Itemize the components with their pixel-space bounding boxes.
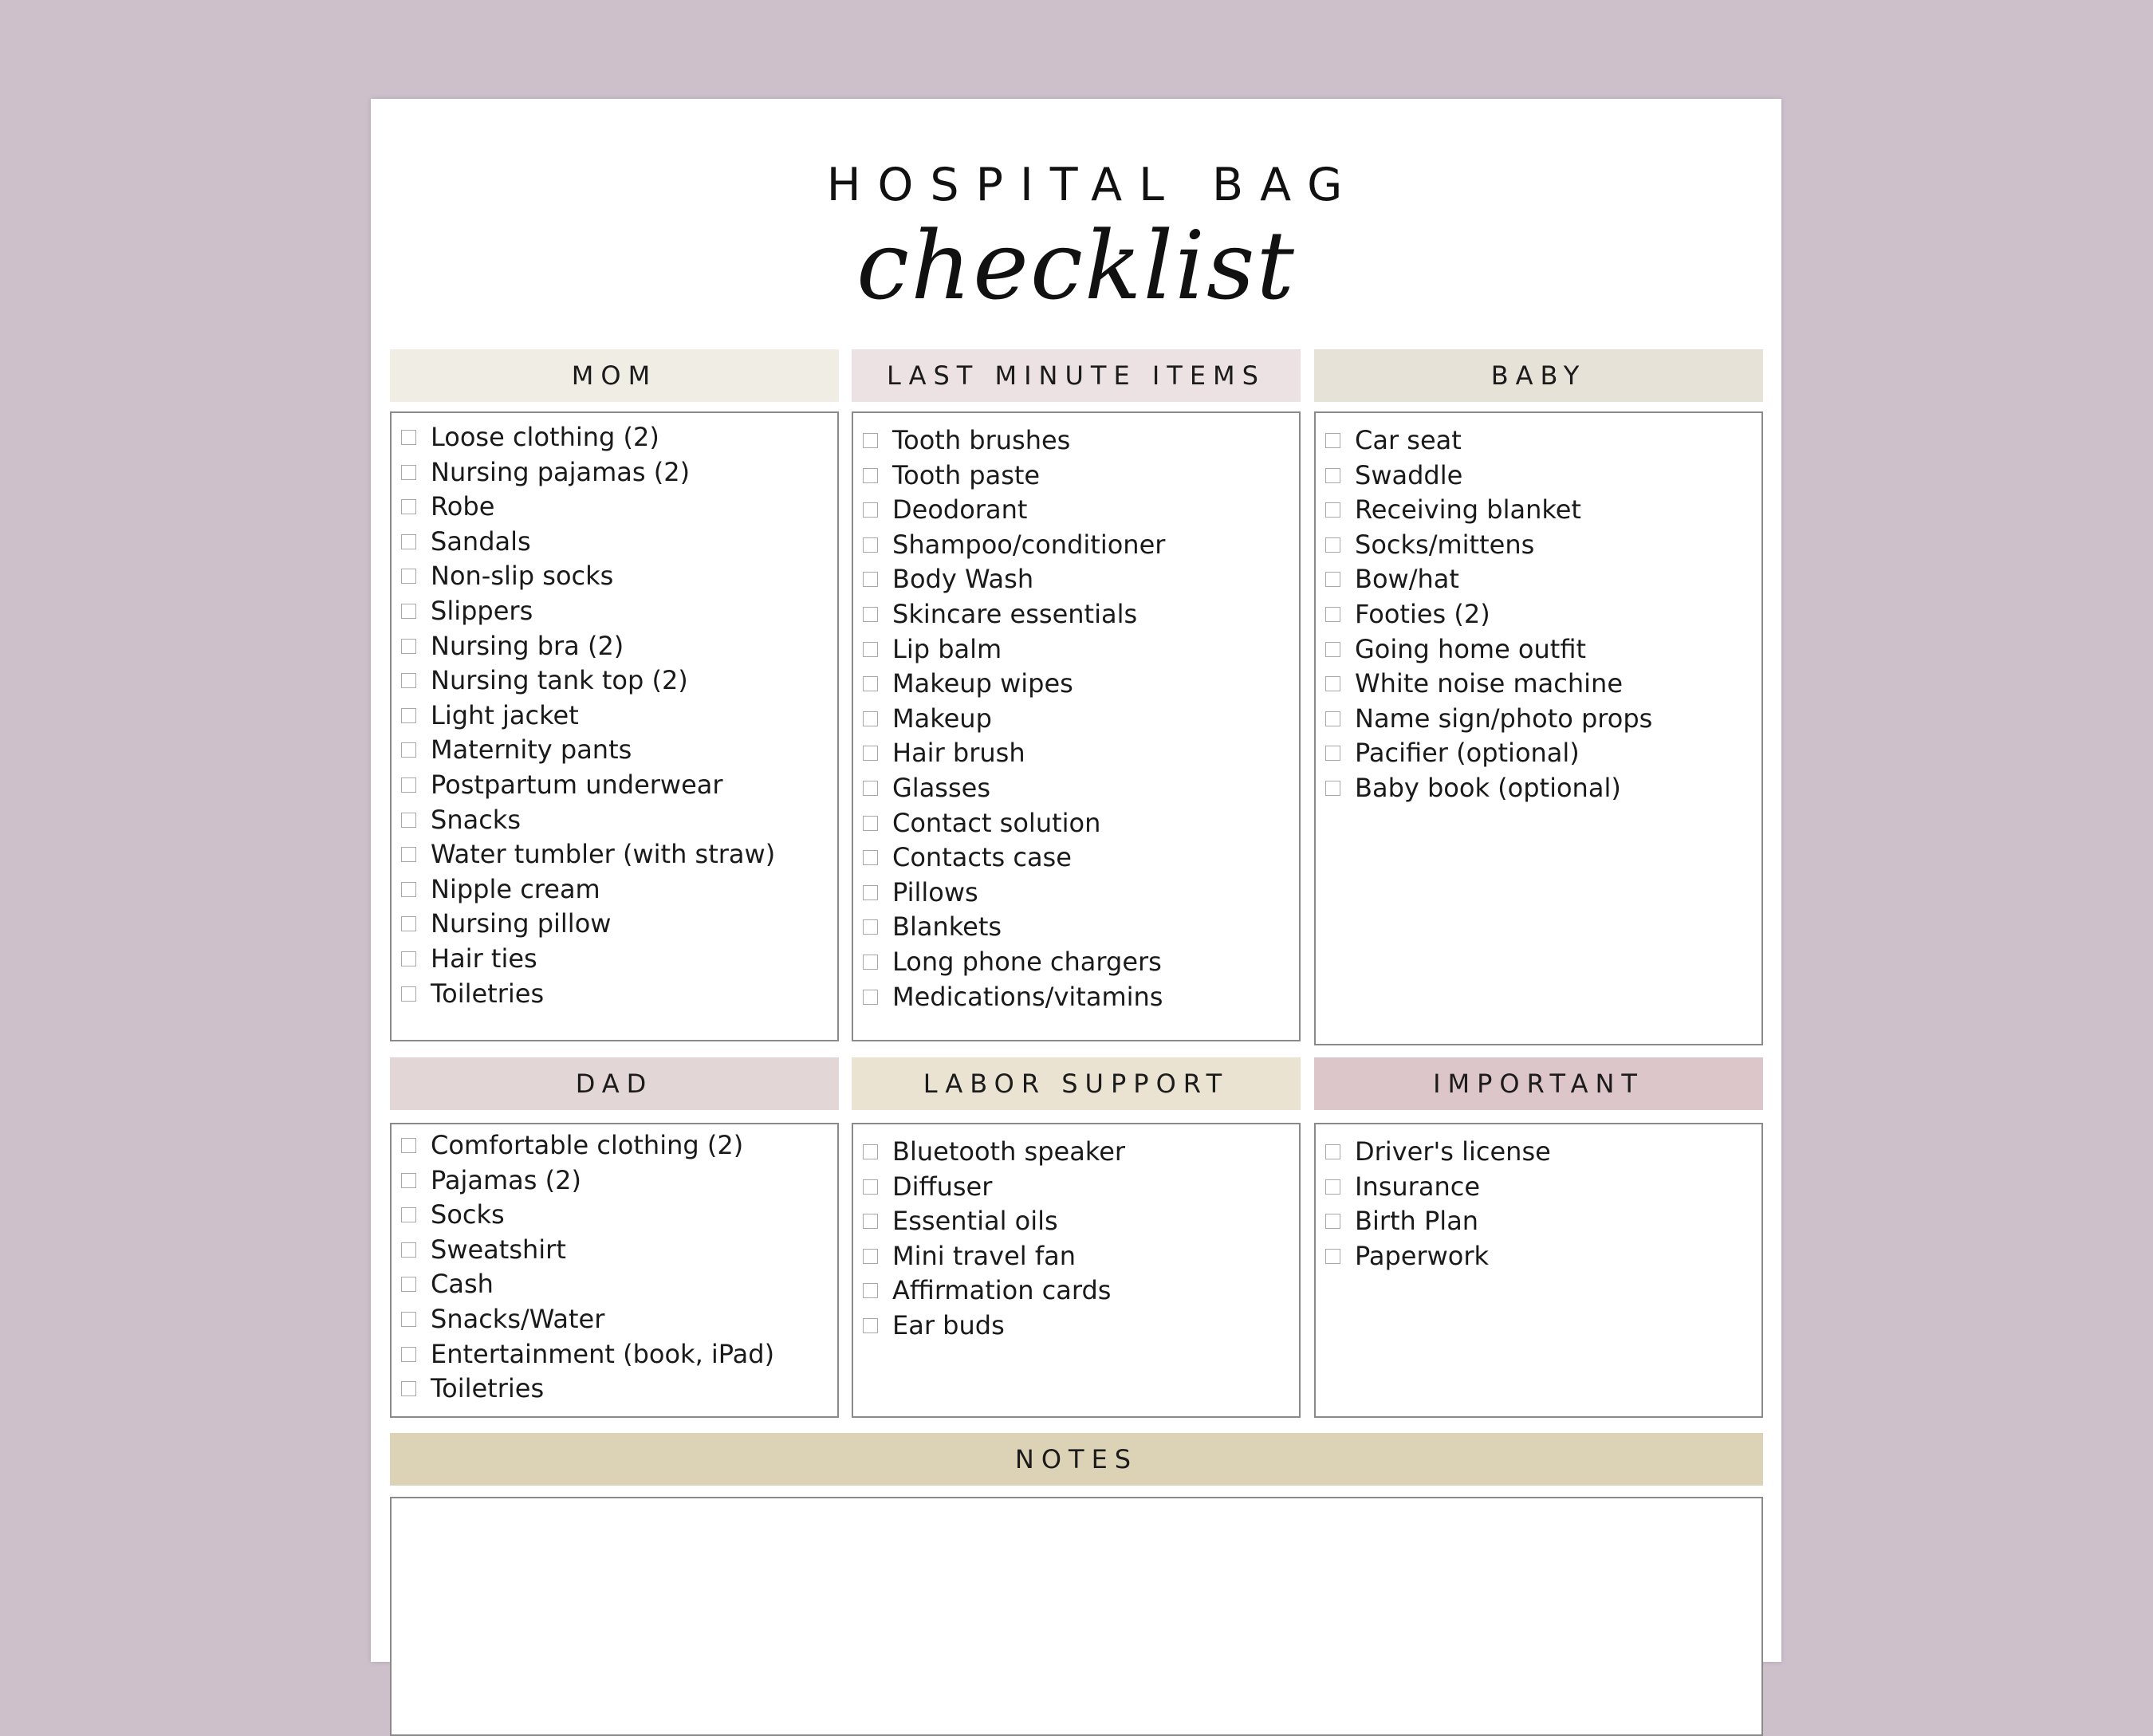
last-minute-checklist-item (853, 493, 1299, 528)
checklist-item-label: Baby book (optional) (1355, 772, 1621, 803)
mom-checklist-item (392, 803, 837, 838)
checkbox[interactable] (863, 1179, 878, 1195)
checklist-item-label: Going home outfit (1355, 633, 1587, 664)
checklist-item-label: Makeup wipes (892, 668, 1073, 699)
last-minute-checklist-item (853, 840, 1299, 876)
dad-checklist-item (392, 1267, 837, 1302)
checkbox[interactable] (863, 502, 878, 518)
last-minute-checklist-item (853, 702, 1299, 737)
checklist-item-label: Shampoo/conditioner (892, 529, 1166, 560)
checkbox[interactable] (1325, 1144, 1340, 1159)
checkbox[interactable] (863, 850, 878, 865)
checkbox[interactable] (863, 885, 878, 900)
checklist-item-label: Lip balm (892, 633, 1002, 664)
checklist-item-label: Medications/vitamins (892, 981, 1163, 1012)
checkbox[interactable] (401, 708, 416, 723)
checklist-item-label: Nursing bra (2) (431, 630, 624, 661)
checklist-item-label: Driver's license (1355, 1136, 1551, 1167)
title-checklist: checklist (856, 211, 1296, 321)
checklist-item-label: Nursing pajamas (2) (431, 456, 691, 487)
checkbox[interactable] (863, 781, 878, 796)
checkbox[interactable] (401, 673, 416, 688)
checkbox[interactable] (1325, 433, 1340, 448)
checklist-item-label: Cash (431, 1269, 494, 1300)
checklist-item-label: Blankets (892, 911, 1002, 943)
dad-checklist-item (392, 1128, 837, 1163)
checklist-item-label: Nipple cream (431, 873, 600, 904)
dad-checklist-item (392, 1372, 837, 1407)
last-minute-checklist-item (853, 771, 1299, 806)
section-box-important (1314, 1123, 1763, 1418)
last-minute-checklist-item (853, 945, 1299, 980)
checklist-item-label: Contact solution (892, 807, 1101, 838)
checkbox[interactable] (1325, 1214, 1340, 1229)
checklist-item-label: Diffuser (892, 1171, 993, 1202)
mom-checklist-item (392, 420, 837, 455)
checklist-item-label: Comfortable clothing (2) (431, 1130, 744, 1160)
checklist-item-label: Name sign/photo props (1355, 703, 1653, 734)
baby-checklist-item (1316, 597, 1761, 632)
checklist-item-label: Affirmation cards (892, 1275, 1112, 1306)
checklist-item-label: Mini travel fan (892, 1240, 1076, 1271)
checklist-item-label: Pacifier (optional) (1355, 738, 1580, 769)
checklist-item-label: Maternity pants (431, 734, 632, 766)
checklist-item-label: Water tumbler (with straw) (431, 839, 776, 870)
checkbox[interactable] (1325, 1179, 1340, 1195)
checklist-item-label: Paperwork (1355, 1240, 1490, 1271)
checkbox[interactable] (863, 711, 878, 726)
checklist-item-label: Swaddle (1355, 459, 1463, 490)
section-box-last-minute-items (852, 411, 1301, 1041)
checklist-item-label: Receiving blanket (1355, 494, 1581, 526)
mom-checklist-item (392, 872, 837, 907)
checkbox[interactable] (863, 676, 878, 691)
checklist-item-label: Non-slip socks (431, 561, 614, 592)
dad-checklist-item (392, 1302, 837, 1337)
checkbox[interactable] (863, 1249, 878, 1264)
checklist-item-label: Toiletries (431, 1373, 545, 1404)
section-header-important: IMPORTANT (1314, 1057, 1763, 1110)
checkbox[interactable] (863, 955, 878, 970)
checklist-item-label: Insurance (1355, 1171, 1480, 1202)
section-header-mom: MOM (390, 349, 839, 402)
mom-checklist-item (392, 837, 837, 872)
labor-support-checklist-item (853, 1135, 1299, 1170)
notes-area[interactable] (390, 1497, 1763, 1736)
mom-checklist-item (392, 733, 837, 768)
checkbox[interactable] (401, 1347, 416, 1362)
checkbox[interactable] (1325, 781, 1340, 796)
checkbox[interactable] (401, 847, 416, 862)
checklist-item-label: Snacks/Water (431, 1303, 605, 1334)
labor-support-checklist-item (853, 1273, 1299, 1309)
checkbox[interactable] (401, 1173, 416, 1188)
mom-checklist-item (392, 907, 837, 942)
mom-checklist-item (392, 559, 837, 594)
checkbox[interactable] (1325, 746, 1340, 761)
checklist-item-label: Light jacket (431, 699, 579, 730)
section-header-labor-support: LABOR SUPPORT (852, 1057, 1301, 1110)
checkbox[interactable] (1325, 502, 1340, 518)
checkbox[interactable] (863, 642, 878, 657)
checkbox[interactable] (863, 1214, 878, 1229)
checklist-item-label: White noise machine (1355, 668, 1624, 699)
baby-checklist-item (1316, 771, 1761, 806)
checkbox[interactable] (401, 986, 416, 1002)
checklist-item-label: Body Wash (892, 564, 1034, 595)
important-checklist-item (1316, 1239, 1761, 1274)
checkbox[interactable] (863, 468, 878, 483)
checklist-item-label: Bluetooth speaker (892, 1136, 1126, 1167)
checkbox[interactable] (863, 537, 878, 553)
checkbox[interactable] (1325, 468, 1340, 483)
checkbox[interactable] (401, 639, 416, 654)
checkbox[interactable] (1325, 711, 1340, 726)
checklist-item-label: Birth Plan (1355, 1206, 1479, 1237)
important-checklist-item (1316, 1135, 1761, 1170)
checkbox[interactable] (863, 746, 878, 761)
checklist-item-label: Slippers (431, 595, 533, 626)
checklist-item-label: Sandals (431, 526, 531, 557)
checkbox[interactable] (1325, 607, 1340, 622)
checklist-item-label: Hair brush (892, 738, 1025, 769)
checkbox[interactable] (401, 534, 416, 549)
baby-checklist-item (1316, 562, 1761, 597)
checklist-item-label: Hair ties (431, 943, 537, 974)
checkbox[interactable] (1325, 537, 1340, 553)
last-minute-checklist-item (853, 632, 1299, 667)
baby-checklist-item (1316, 632, 1761, 667)
mom-checklist-item (392, 699, 837, 734)
baby-checklist-item (1316, 528, 1761, 563)
last-minute-checklist-item (853, 423, 1299, 459)
checklist-item-label: Footies (2) (1355, 598, 1490, 629)
mom-checklist-item (392, 490, 837, 525)
checklist-item-label: Pajamas (2) (431, 1164, 581, 1195)
section-box-dad (390, 1123, 839, 1418)
section-header-dad: DAD (390, 1057, 839, 1110)
last-minute-checklist-item (853, 562, 1299, 597)
labor-support-checklist-item (853, 1309, 1299, 1344)
section-header-notes: NOTES (390, 1433, 1763, 1486)
section-box-baby (1314, 411, 1763, 1045)
section-header-last-minute-items: LAST MINUTE ITEMS (852, 349, 1301, 402)
dad-checklist-item (392, 1233, 837, 1268)
section-box-mom (390, 411, 839, 1041)
checklist-item-label: Essential oils (892, 1206, 1058, 1237)
checklist-item-label: Makeup (892, 703, 992, 734)
checklist-item-label: Bow/hat (1355, 564, 1459, 595)
section-box-labor-support (852, 1123, 1301, 1418)
checklist-item-label: Deodorant (892, 494, 1028, 526)
last-minute-checklist-item (853, 597, 1299, 632)
checklist-page (371, 99, 1781, 1662)
baby-checklist-item (1316, 493, 1761, 528)
checklist-item-label: Pillows (892, 876, 978, 907)
checklist-item-label: Robe (431, 491, 495, 522)
checkbox[interactable] (401, 882, 416, 897)
checklist-item-label: Toiletries (431, 978, 545, 1009)
mom-checklist-item (392, 629, 837, 664)
mom-checklist-item (392, 768, 837, 803)
checklist-item-label: Socks/mittens (1355, 529, 1535, 560)
mom-checklist-item (392, 525, 837, 560)
checklist-item-label: Entertainment (book, iPad) (431, 1338, 775, 1369)
baby-checklist-item (1316, 702, 1761, 737)
checkbox[interactable] (863, 607, 878, 622)
checklist-item-label: Socks (431, 1199, 505, 1230)
checklist-item-label: Tooth paste (892, 459, 1041, 490)
checkbox[interactable] (401, 742, 416, 758)
checkbox[interactable] (401, 569, 416, 584)
checkbox[interactable] (401, 813, 416, 828)
checkbox[interactable] (401, 1242, 416, 1258)
checklist-item-label: Nursing pillow (431, 908, 612, 939)
checkbox[interactable] (863, 990, 878, 1005)
checklist-item-label: Loose clothing (2) (431, 422, 659, 452)
labor-support-checklist-item (853, 1239, 1299, 1274)
last-minute-checklist-item (853, 459, 1299, 494)
checkbox[interactable] (401, 777, 416, 793)
checklist-item-label: Contacts case (892, 842, 1072, 873)
checkbox[interactable] (863, 572, 878, 587)
checkbox[interactable] (401, 951, 416, 966)
checklist-item-label: Nursing tank top (2) (431, 665, 688, 696)
mom-checklist-item (392, 663, 837, 699)
checkbox[interactable] (863, 433, 878, 448)
checklist-item-label: Long phone chargers (892, 946, 1162, 977)
checkbox[interactable] (863, 919, 878, 935)
checkbox[interactable] (401, 499, 416, 514)
last-minute-checklist-item (853, 910, 1299, 945)
checkbox[interactable] (1325, 676, 1340, 691)
baby-checklist-item (1316, 459, 1761, 494)
important-checklist-item (1316, 1170, 1761, 1205)
checklist-item-label: Skincare essentials (892, 598, 1138, 629)
checklist-item-label: Snacks (431, 804, 521, 835)
checkbox[interactable] (401, 1277, 416, 1292)
section-header-baby: BABY (1314, 349, 1763, 402)
checkbox[interactable] (401, 1207, 416, 1222)
checkbox[interactable] (1325, 1249, 1340, 1264)
checkbox[interactable] (1325, 572, 1340, 587)
checklist-item-label: Car seat (1355, 425, 1462, 455)
labor-support-checklist-item (853, 1170, 1299, 1205)
checkbox[interactable] (401, 1381, 416, 1396)
checkbox[interactable] (401, 1138, 416, 1153)
last-minute-checklist-item (853, 876, 1299, 911)
mom-checklist-item (392, 455, 837, 490)
baby-checklist-item (1316, 423, 1761, 459)
checklist-item-label: Postpartum underwear (431, 769, 723, 800)
last-minute-checklist-item (853, 528, 1299, 563)
last-minute-checklist-item (853, 667, 1299, 702)
important-checklist-item (1316, 1204, 1761, 1239)
checklist-item-label: Tooth brushes (892, 425, 1071, 455)
labor-support-checklist-item (853, 1204, 1299, 1239)
last-minute-checklist-item (853, 736, 1299, 771)
checklist-item-label: Sweatshirt (431, 1234, 566, 1265)
checkbox[interactable] (401, 1312, 416, 1327)
title-hospital-bag: HOSPITAL BAG (826, 159, 1360, 211)
dad-checklist-item (392, 1337, 837, 1372)
checkbox[interactable] (863, 816, 878, 831)
checkbox[interactable] (863, 1144, 878, 1159)
last-minute-checklist-item (853, 980, 1299, 1015)
mom-checklist-item (392, 942, 837, 977)
checkbox[interactable] (401, 604, 416, 619)
baby-checklist-item (1316, 667, 1761, 702)
dad-checklist-item (392, 1163, 837, 1199)
checklist-item-label: Glasses (892, 772, 990, 803)
checkbox[interactable] (401, 430, 416, 445)
baby-checklist-item (1316, 736, 1761, 771)
checkbox[interactable] (863, 1318, 878, 1333)
checkbox[interactable] (863, 1283, 878, 1298)
mom-checklist-item (392, 977, 837, 1012)
dad-checklist-item (392, 1198, 837, 1233)
checklist-item-label: Ear buds (892, 1309, 1005, 1340)
last-minute-checklist-item (853, 806, 1299, 841)
checkbox[interactable] (1325, 642, 1340, 657)
checkbox[interactable] (401, 916, 416, 931)
mom-checklist-item (392, 594, 837, 629)
checkbox[interactable] (401, 465, 416, 480)
